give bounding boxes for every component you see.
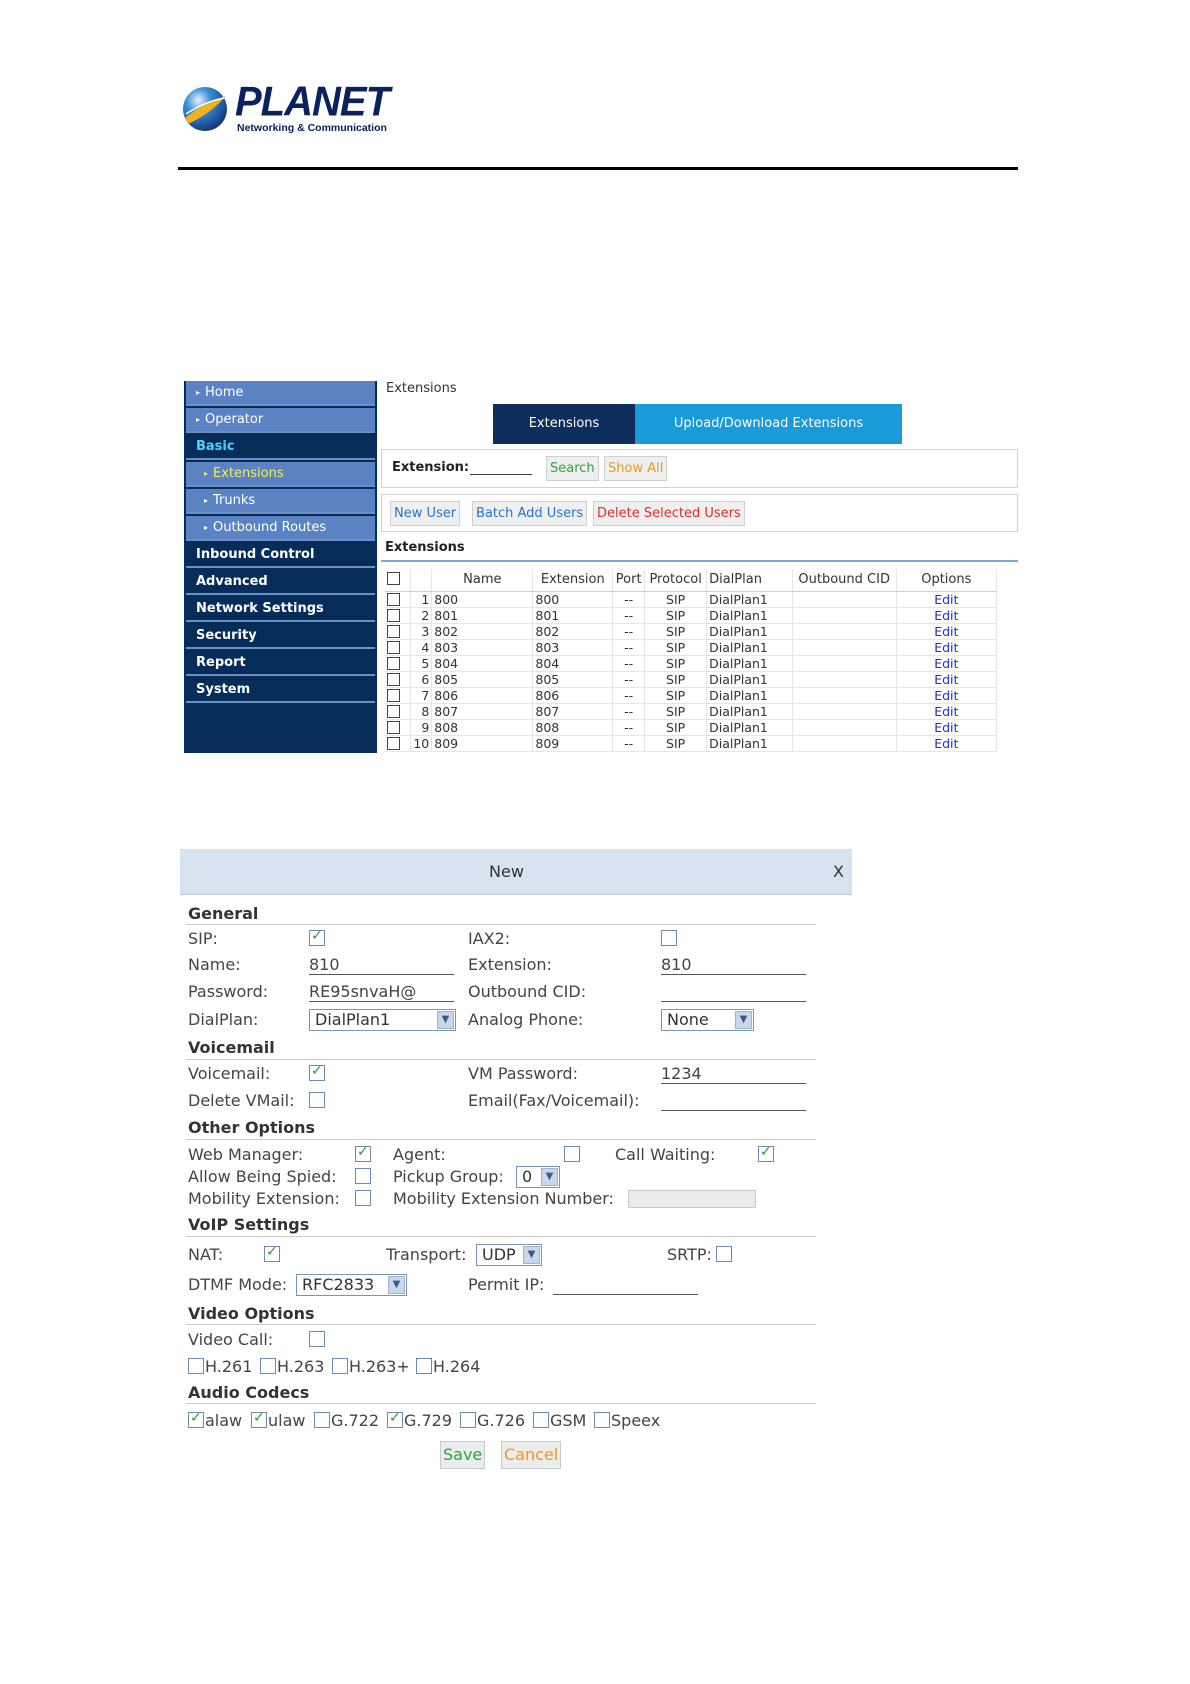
edit-link[interactable]: Edit: [934, 623, 959, 639]
dialplan-label: DialPlan:: [188, 1010, 259, 1029]
table-row: 6 805 805 -- SIP DialPlan1 Edit: [385, 671, 997, 687]
mobility-number-label: Mobility Extension Number:: [393, 1189, 614, 1208]
iax2-checkbox[interactable]: [661, 930, 677, 946]
h264-label: H.264: [433, 1357, 481, 1376]
col-name: Name: [432, 569, 533, 591]
extensions-section-title: Extensions: [385, 540, 465, 555]
sidebar-item-report[interactable]: Report: [186, 651, 375, 676]
g722-checkbox[interactable]: [314, 1412, 330, 1428]
row-checkbox[interactable]: [387, 737, 400, 750]
h263plus-checkbox[interactable]: [332, 1358, 348, 1374]
edit-link[interactable]: Edit: [934, 687, 959, 703]
mobility-number-field[interactable]: [628, 1190, 756, 1208]
extension-field[interactable]: 810: [661, 955, 692, 974]
extension-label: Extension:: [468, 955, 552, 974]
batch-add-users-button[interactable]: Batch Add Users: [472, 501, 587, 526]
g722-label: G.722: [331, 1411, 380, 1430]
gsm-label: GSM: [550, 1411, 587, 1430]
col-outbound-cid: Outbound CID: [792, 569, 896, 591]
name-field[interactable]: 810: [309, 955, 340, 974]
ulaw-checkbox[interactable]: [251, 1412, 267, 1428]
permit-ip-label: Permit IP:: [468, 1275, 545, 1294]
h261-checkbox[interactable]: [188, 1358, 204, 1374]
extensions-table: [385, 569, 997, 752]
table-row: 9 808 808 -- SIP DialPlan1 Edit: [385, 719, 997, 735]
section-divider: [381, 560, 1018, 562]
other-options-divider: [186, 1139, 816, 1140]
voicemail-divider: [186, 1059, 816, 1060]
edit-link[interactable]: Edit: [934, 735, 959, 751]
sidebar-item-inbound-control[interactable]: Inbound Control: [186, 543, 375, 568]
nat-label: NAT:: [188, 1245, 224, 1264]
dtmf-mode-label: DTMF Mode:: [188, 1275, 288, 1294]
voicemail-label: Voicemail:: [188, 1064, 271, 1083]
edit-link[interactable]: Edit: [934, 591, 959, 607]
row-checkbox[interactable]: [387, 625, 400, 638]
sidebar-item-trunks[interactable]: ▸ Trunks: [186, 489, 375, 514]
header-divider: [178, 167, 1018, 170]
vm-password-label: VM Password:: [468, 1064, 578, 1083]
speex-checkbox[interactable]: [594, 1412, 610, 1428]
chevron-down-icon: ▼: [388, 1276, 405, 1294]
h264-checkbox[interactable]: [416, 1358, 432, 1374]
voicemail-checkbox[interactable]: [309, 1065, 325, 1081]
select-all-cell: [385, 569, 411, 591]
sip-label: SIP:: [188, 929, 218, 948]
analog-phone-select[interactable]: [661, 1009, 754, 1031]
search-bar: [381, 449, 1018, 488]
delete-vmail-label: Delete VMail:: [188, 1091, 295, 1110]
edit-link[interactable]: Edit: [934, 655, 959, 671]
logo-wordmark: PLANET: [235, 78, 389, 126]
other-options-heading: Other Options: [188, 1118, 316, 1137]
analog-phone-value: None: [667, 1010, 709, 1029]
g729-checkbox[interactable]: [387, 1412, 403, 1428]
agent-checkbox[interactable]: [564, 1146, 580, 1162]
transport-select[interactable]: [476, 1244, 542, 1266]
show-all-button[interactable]: Show All: [604, 456, 667, 481]
pickup-group-value: 0: [522, 1167, 533, 1186]
sip-checkbox[interactable]: [309, 930, 325, 946]
table-row: 10 809 809 -- SIP DialPlan1 Edit: [385, 735, 997, 751]
edit-link[interactable]: Edit: [934, 671, 959, 687]
call-waiting-checkbox[interactable]: [758, 1146, 774, 1162]
speex-label: Speex: [611, 1411, 661, 1430]
voip-settings-heading: VoIP Settings: [188, 1215, 310, 1234]
mobility-extension-label: Mobility Extension:: [188, 1189, 340, 1208]
new-user-button[interactable]: New User: [390, 501, 460, 526]
transport-label: Transport:: [386, 1245, 467, 1264]
col-extension: Extension: [533, 569, 613, 591]
extensions-main-panel: [377, 381, 1017, 753]
allow-spied-checkbox[interactable]: [355, 1168, 371, 1184]
call-waiting-label: Call Waiting:: [615, 1145, 716, 1164]
planet-logo: [180, 78, 389, 136]
chevron-down-icon: ▼: [437, 1011, 454, 1029]
h263plus-label: H.263+: [349, 1357, 410, 1376]
chevron-down-icon: ▼: [541, 1168, 558, 1186]
logo-tagline: Networking & Communication: [237, 122, 387, 134]
allow-spied-label: Allow Being Spied:: [188, 1167, 337, 1186]
row-checkbox[interactable]: [387, 641, 400, 654]
new-extension-dialog: [180, 849, 852, 1475]
iax2-label: IAX2:: [468, 929, 511, 948]
dtmf-mode-value: RFC2833: [302, 1275, 375, 1294]
row-checkbox[interactable]: [387, 593, 400, 606]
table-row: 1 800 800 -- SIP DialPlan1 Edit: [385, 591, 997, 607]
dialog-title: New: [489, 862, 524, 881]
dialplan-value: DialPlan1: [315, 1010, 391, 1029]
voip-settings-divider: [186, 1236, 816, 1237]
col-port: Port: [613, 569, 645, 591]
h261-label: H.261: [205, 1357, 253, 1376]
agent-label: Agent:: [393, 1145, 446, 1164]
nat-checkbox[interactable]: [264, 1246, 280, 1262]
table-row: 7 806 806 -- SIP DialPlan1 Edit: [385, 687, 997, 703]
alaw-label: alaw: [205, 1411, 243, 1430]
row-checkbox[interactable]: [387, 609, 400, 622]
outbound-cid-label: Outbound CID:: [468, 982, 587, 1001]
extension-search-input[interactable]: [470, 474, 532, 475]
cancel-button[interactable]: Cancel: [501, 1441, 561, 1469]
audio-codecs-heading: Audio Codecs: [188, 1383, 310, 1402]
col-protocol: Protocol: [645, 569, 707, 591]
srtp-checkbox[interactable]: [716, 1246, 732, 1262]
close-icon[interactable]: X: [833, 862, 844, 881]
chevron-down-icon: ▼: [523, 1246, 540, 1264]
general-divider: [186, 924, 816, 925]
dialog-header: [180, 849, 852, 895]
edit-link[interactable]: Edit: [934, 703, 959, 719]
web-manager-checkbox[interactable]: [355, 1146, 371, 1162]
row-checkbox[interactable]: [387, 673, 400, 686]
dialplan-select[interactable]: [309, 1009, 456, 1031]
sidebar: [184, 381, 377, 753]
chevron-down-icon: ▼: [735, 1011, 752, 1029]
email-label: Email(Fax/Voicemail):: [468, 1091, 640, 1110]
voicemail-heading: Voicemail: [188, 1038, 275, 1057]
delete-vmail-checkbox[interactable]: [309, 1092, 325, 1108]
select-all-checkbox[interactable]: [387, 572, 400, 585]
sidebar-item-security[interactable]: Security: [186, 624, 375, 649]
gsm-checkbox[interactable]: [533, 1412, 549, 1428]
video-call-label: Video Call:: [188, 1330, 274, 1349]
srtp-label: SRTP:: [667, 1245, 712, 1264]
mobility-extension-checkbox[interactable]: [355, 1190, 371, 1206]
ulaw-label: ulaw: [268, 1411, 306, 1430]
analog-phone-label: Analog Phone:: [468, 1010, 584, 1029]
col-options: Options: [896, 569, 996, 591]
extension-search-label: Extension:: [392, 460, 470, 475]
table-header-row: [385, 569, 997, 591]
sidebar-item-outbound-routes[interactable]: ▸ Outbound Routes: [186, 516, 375, 541]
tab-upload-download[interactable]: Upload/Download Extensions: [635, 404, 902, 444]
row-checkbox[interactable]: [387, 721, 400, 734]
sidebar-item-basic[interactable]: Basic: [186, 435, 375, 460]
transport-value: UDP: [482, 1245, 516, 1264]
edit-link[interactable]: Edit: [934, 607, 959, 623]
save-button[interactable]: Save: [440, 1441, 485, 1469]
table-row: 3 802 802 -- SIP DialPlan1 Edit: [385, 623, 997, 639]
video-options-divider: [186, 1324, 816, 1325]
web-manager-label: Web Manager:: [188, 1145, 304, 1164]
actions-bar: [381, 494, 1018, 532]
sidebar-item-network-settings[interactable]: Network Settings: [186, 597, 375, 622]
g726-label: G.726: [477, 1411, 526, 1430]
search-button[interactable]: Search: [546, 456, 599, 481]
video-options-heading: Video Options: [188, 1304, 315, 1323]
pickup-group-select[interactable]: [516, 1166, 560, 1188]
table-row: 4 803 803 -- SIP DialPlan1 Edit: [385, 639, 997, 655]
password-field[interactable]: RE95snvaH@: [309, 982, 417, 1001]
general-heading: General: [188, 904, 259, 923]
sidebar-item-home[interactable]: ▸ Home: [186, 381, 375, 406]
g729-label: G.729: [404, 1411, 453, 1430]
col-dialplan: DialPlan: [707, 569, 793, 591]
name-label: Name:: [188, 955, 241, 974]
row-checkbox[interactable]: [387, 705, 400, 718]
h263-label: H.263: [277, 1357, 325, 1376]
video-call-checkbox[interactable]: [309, 1331, 325, 1347]
row-checkbox[interactable]: [387, 657, 400, 670]
dtmf-mode-select[interactable]: [296, 1274, 407, 1296]
h263-checkbox[interactable]: [260, 1358, 276, 1374]
sidebar-item-advanced[interactable]: Advanced: [186, 570, 375, 595]
row-checkbox[interactable]: [387, 689, 400, 702]
sidebar-item-operator[interactable]: ▸ Operator: [186, 408, 375, 433]
delete-selected-users-button[interactable]: Delete Selected Users: [593, 501, 745, 526]
page-title: Extensions: [386, 381, 457, 396]
g726-checkbox[interactable]: [460, 1412, 476, 1428]
vm-password-field[interactable]: 1234: [661, 1064, 702, 1083]
sidebar-item-system[interactable]: System: [186, 678, 375, 703]
tab-extensions[interactable]: Extensions: [493, 404, 635, 444]
globe-logo-icon: [180, 84, 230, 134]
table-row: 8 807 807 -- SIP DialPlan1 Edit: [385, 703, 997, 719]
audio-codecs-divider: [186, 1403, 816, 1404]
alaw-checkbox[interactable]: [188, 1412, 204, 1428]
extensions-screenshot: [184, 381, 1017, 753]
sidebar-item-extensions[interactable]: ▸ Extensions: [186, 462, 375, 487]
edit-link[interactable]: Edit: [934, 639, 959, 655]
table-row: 5 804 804 -- SIP DialPlan1 Edit: [385, 655, 997, 671]
table-row: 2 801 801 -- SIP DialPlan1 Edit: [385, 607, 997, 623]
edit-link[interactable]: Edit: [934, 719, 959, 735]
pickup-group-label: Pickup Group:: [393, 1167, 504, 1186]
password-label: Password:: [188, 982, 269, 1001]
